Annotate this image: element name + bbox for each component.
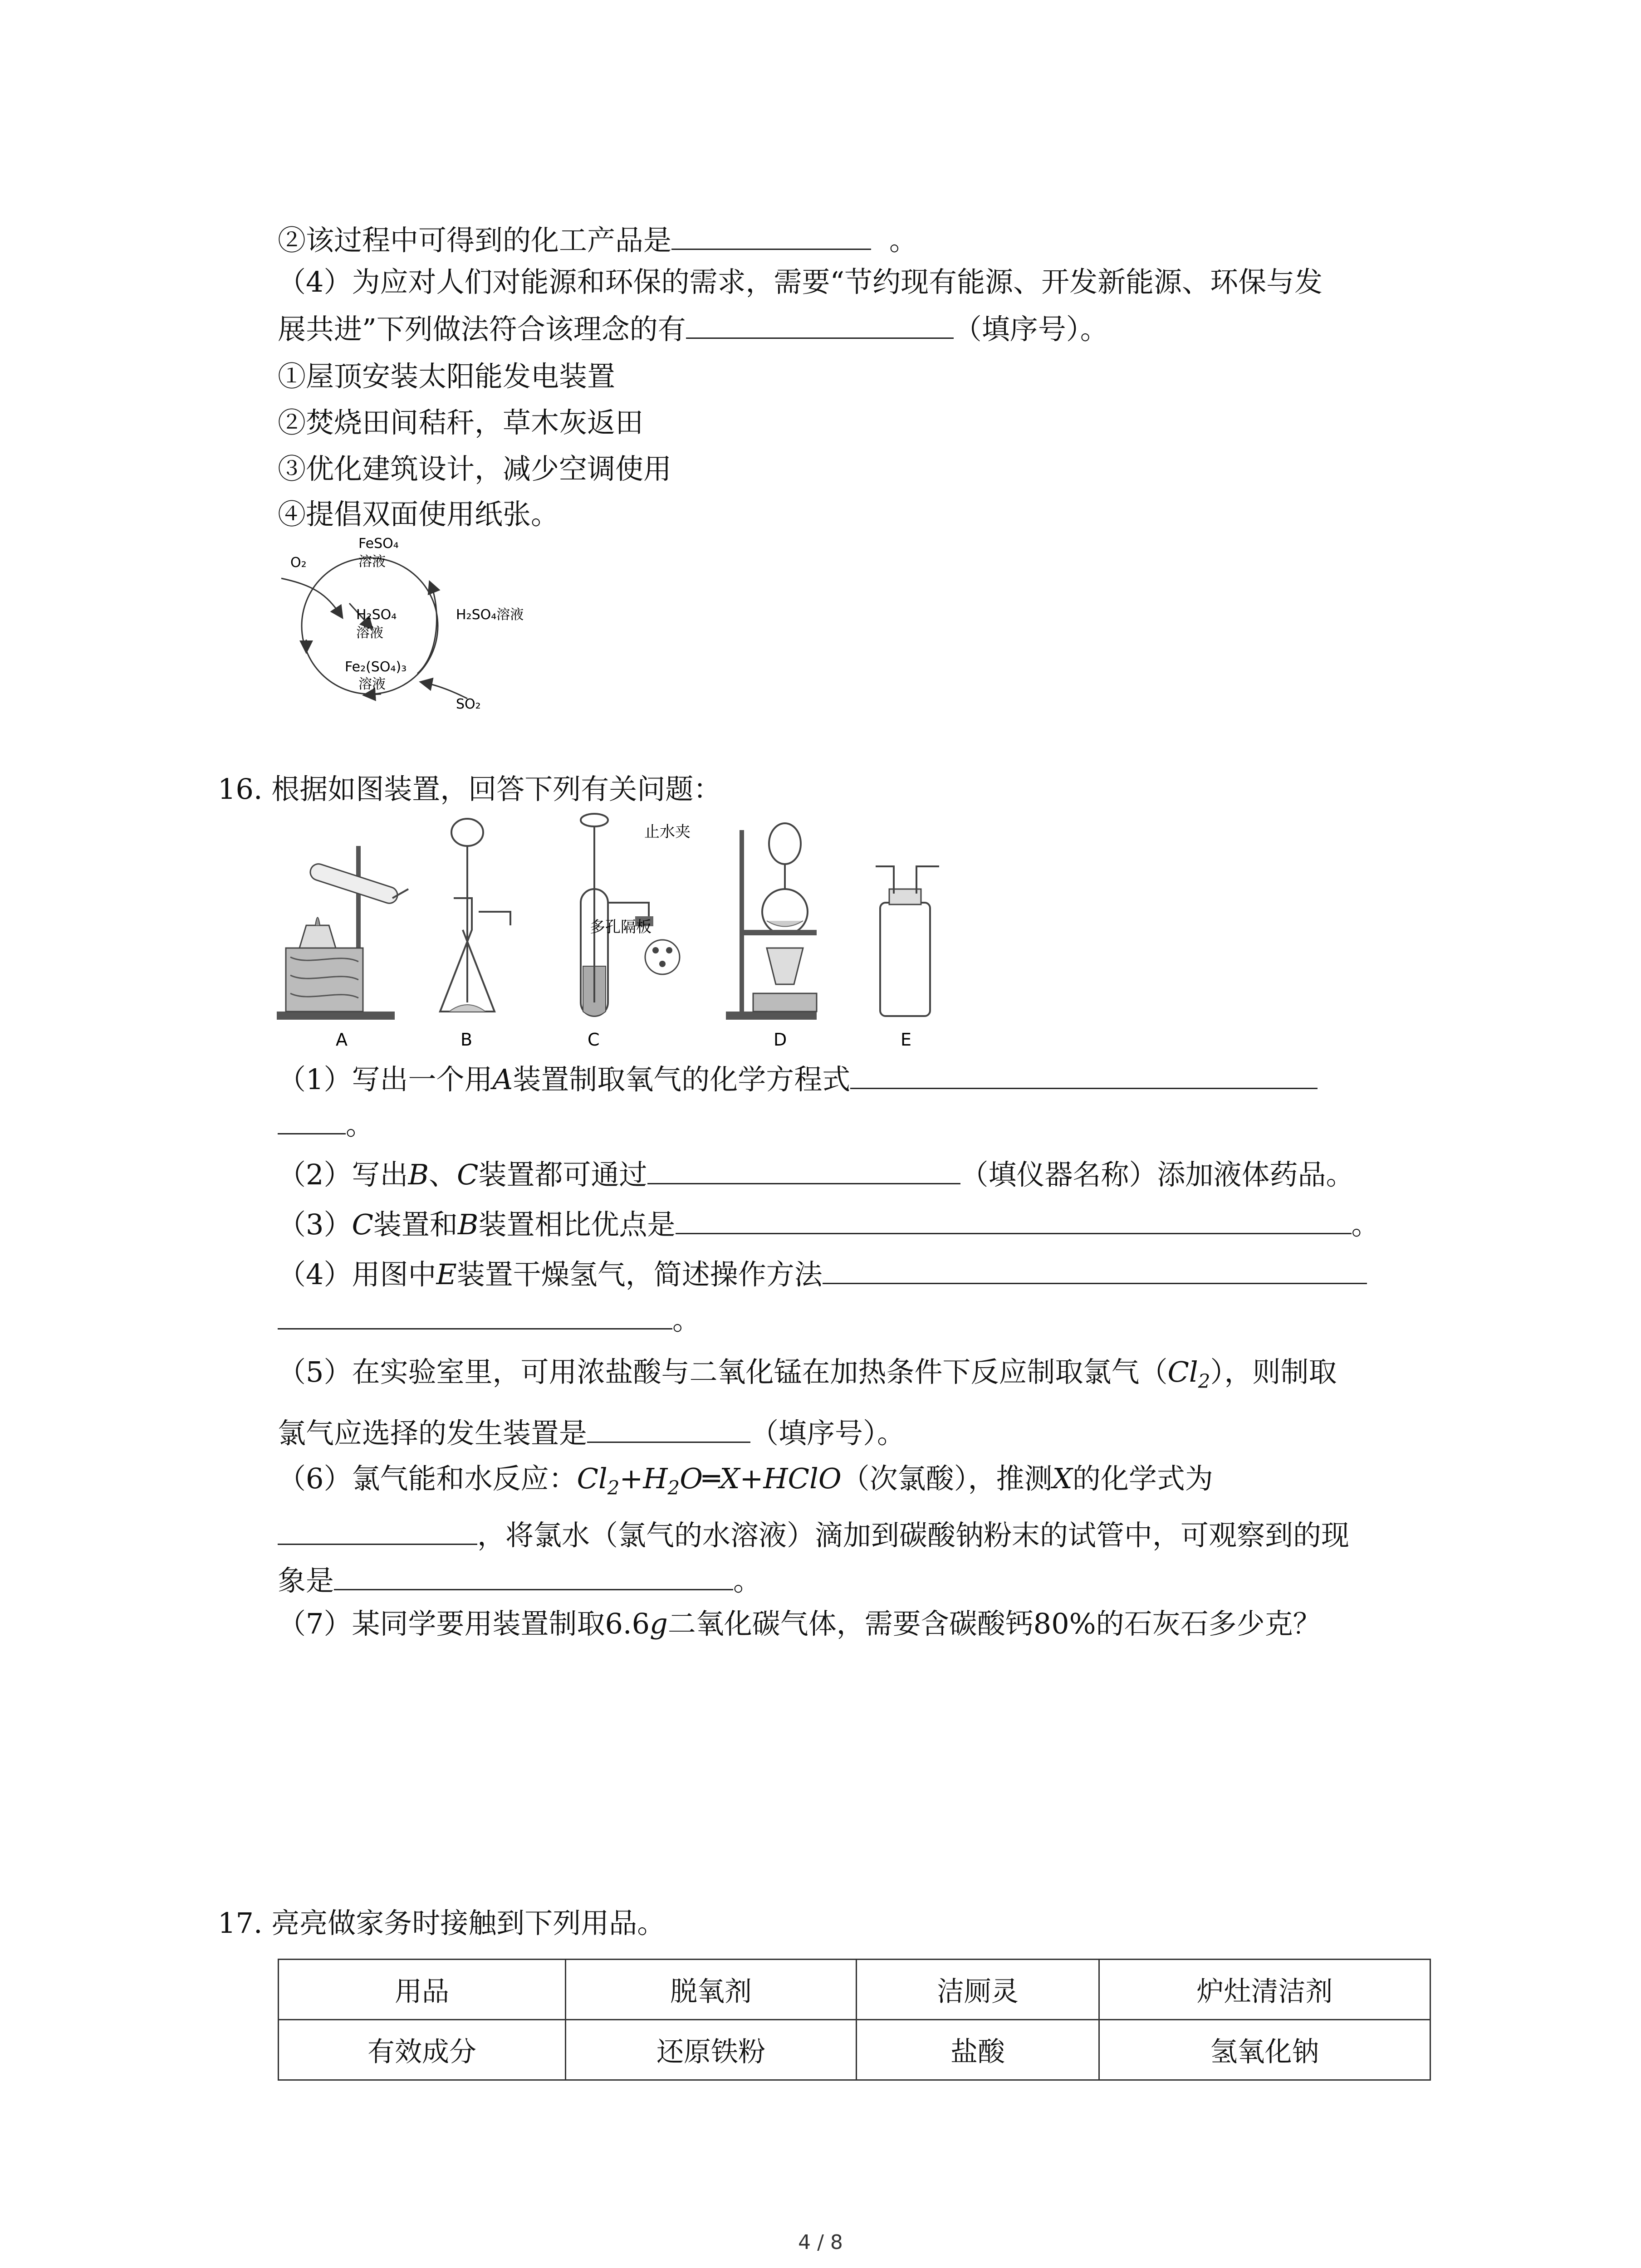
q16-part2 <box>278 1157 1354 1193</box>
text: 装置干燥氢气，简述操作方法 <box>456 1258 823 1291</box>
symbol-e: E <box>436 1258 457 1291</box>
unit: g <box>650 1607 668 1640</box>
formula: O═X+HClO <box>680 1462 842 1495</box>
symbol-x: X <box>1052 1462 1073 1495</box>
o2-arrow <box>281 578 340 615</box>
porous-plate-callout: 多孔隔板 <box>590 918 652 936</box>
text: （次氯酸），推测 <box>841 1462 1053 1495</box>
apparatus-d <box>726 823 817 1020</box>
q15-part4-suffix: （填序号）。 <box>953 313 1108 346</box>
subscript: 2 <box>667 1476 680 1499</box>
q16-title: 16. 根据如图装置，回答下列有关问题： <box>218 772 722 806</box>
text: （填仪器名称）添加液体药品。 <box>960 1158 1354 1191</box>
text: 的石灰石多少克？ <box>1096 1607 1321 1640</box>
q15-option-1: ①屋顶安装太阳能发电装置 <box>278 360 616 393</box>
answer-blank[interactable] <box>850 1061 1318 1089</box>
formula-cl: Cl <box>577 1462 607 1495</box>
answer-blank[interactable] <box>278 1302 672 1330</box>
text: 氯气应选择的发生装置是 <box>278 1417 588 1450</box>
q15-option-2: ②焚烧田间秸秆，草木灰返田 <box>278 406 644 439</box>
q15-part4-line2 <box>278 311 1108 347</box>
h2so4-right-label: H₂SO₄溶液 <box>456 607 524 623</box>
q15-part4-line1: （4）为应对人们对能源和环保的需求，需要“节约现有能源、开发新能源、环保与发 <box>278 265 1323 298</box>
text: 二氧化碳气体，需要含碳酸钙 <box>667 1607 1034 1640</box>
apparatus-b <box>440 819 510 1012</box>
text: （填序号）。 <box>750 1417 906 1450</box>
table-cell: 炉灶清洁剂 <box>1099 1960 1430 2020</box>
period: 。 <box>733 1564 762 1597</box>
h2so4-label: H₂SO₄ <box>356 607 397 623</box>
label-d: D <box>774 1030 787 1050</box>
symbol-b: B <box>457 1208 479 1241</box>
table-cell: 盐酸 <box>857 2020 1099 2080</box>
text: （2）写出 <box>278 1158 408 1191</box>
table-cell: 洁厕灵 <box>857 1960 1099 2020</box>
symbol-b: B <box>408 1158 429 1191</box>
q16-part3 <box>278 1207 1380 1243</box>
label-b: B <box>460 1030 473 1050</box>
text: ，将氯水（氯气的水溶液）滴加到碳酸钠粉末的试管中，可观察到的现 <box>477 1519 1350 1552</box>
answer-blank[interactable] <box>278 1107 346 1134</box>
answer-blank[interactable] <box>823 1256 1367 1284</box>
page-number: 4 / 8 <box>798 2231 843 2254</box>
text: （1）写出一个用 <box>278 1063 493 1096</box>
q15-option-3: ③优化建筑设计，减少空调使用 <box>278 452 672 485</box>
number: 80% <box>1033 1607 1096 1640</box>
answer-blank[interactable] <box>686 311 954 339</box>
q16-part6-line3 <box>278 1563 761 1599</box>
text: 的化学式为 <box>1072 1462 1213 1495</box>
table-row <box>279 2020 1430 2080</box>
text: （6）氯气能和水反应： <box>278 1462 577 1495</box>
apparatus-c <box>581 814 691 1016</box>
clamp-callout: 止水夹 <box>644 823 691 841</box>
feso4-solution-label: 溶液 <box>358 554 386 570</box>
period: 。 <box>346 1108 374 1141</box>
q15-option-4: ④提倡双面使用纸张。 <box>278 498 559 531</box>
text: 、 <box>429 1158 457 1191</box>
text: 装置都可通过 <box>478 1158 647 1191</box>
q15-part4-text: 展共进”下列做法符合该理念的有 <box>278 313 686 346</box>
period: 。 <box>889 224 918 257</box>
label-e: E <box>901 1030 912 1050</box>
q17-title: 17. 亮亮做家务时接触到下列用品。 <box>218 1906 666 1940</box>
period: 。 <box>672 1303 701 1336</box>
text: （3） <box>278 1208 352 1241</box>
symbol-a: A <box>492 1063 513 1096</box>
h2so4-solution-label: 溶液 <box>356 625 383 641</box>
table-cell: 有效成分 <box>279 2020 566 2080</box>
lab-apparatus-diagram <box>272 812 971 1057</box>
table-cell: 氢氧化钠 <box>1099 2020 1430 2080</box>
answer-blank[interactable] <box>647 1157 960 1184</box>
o2-label: O₂ <box>290 555 307 571</box>
q16-part6-line1 <box>278 1461 1213 1506</box>
h2so4-right-arrow <box>417 585 436 674</box>
q16-part4 <box>278 1256 1367 1293</box>
q16-part1-cont <box>278 1107 374 1143</box>
q16-part7 <box>278 1606 1321 1642</box>
fe2so43-label: Fe₂(SO₄)₃ <box>345 659 407 675</box>
symbol-c: C <box>457 1158 479 1191</box>
text: （5）在实验室里，可用浓盐酸与二氧化锰在加热条件下反应制取氯气（ <box>278 1355 1168 1388</box>
q15-item-2 <box>278 222 917 259</box>
table-cell: 脱氧剂 <box>566 1960 857 2020</box>
q16-part1 <box>278 1061 1318 1098</box>
label-a: A <box>336 1030 348 1050</box>
q16-part5-line2 <box>278 1415 905 1452</box>
text: （7）某同学要用装置制取 <box>278 1607 605 1640</box>
household-products-table <box>278 1959 1431 2081</box>
apparatus-e <box>876 866 939 1016</box>
subscript: 2 <box>607 1476 620 1499</box>
text: （4）用图中 <box>278 1258 436 1291</box>
text: 装置相比优点是 <box>478 1208 676 1241</box>
answer-blank[interactable] <box>676 1207 1352 1234</box>
so2-label: SO₂ <box>456 696 481 712</box>
q15-item-2-text: ②该过程中可得到的化工产品是 <box>278 224 672 257</box>
q16-part4-cont <box>278 1302 700 1338</box>
table-cell: 还原铁粉 <box>566 2020 857 2080</box>
label-c: C <box>588 1030 600 1050</box>
text: 装置制取氧气的化学方程式 <box>513 1063 851 1096</box>
table-row <box>279 1960 1430 2020</box>
text: 装置和 <box>373 1208 458 1241</box>
text: ），则制取 <box>1210 1355 1337 1388</box>
formula: +H <box>619 1462 668 1495</box>
text: 象是 <box>278 1564 334 1597</box>
formula-cl: Cl <box>1167 1355 1198 1388</box>
table-cell: 用品 <box>279 1960 566 2020</box>
q16-part5-line1 <box>278 1354 1337 1399</box>
period: 。 <box>1351 1208 1380 1241</box>
answer-blank[interactable] <box>278 1517 477 1545</box>
answer-blank[interactable] <box>334 1563 733 1590</box>
bottom-arrow <box>367 694 381 695</box>
answer-blank[interactable] <box>671 222 871 250</box>
number: 6.6 <box>605 1607 650 1640</box>
symbol-c: C <box>352 1208 373 1241</box>
feso4-label: FeSO₄ <box>358 536 399 552</box>
apparatus-a <box>277 846 408 1020</box>
subscript: 2 <box>1198 1370 1210 1393</box>
answer-blank[interactable] <box>587 1415 750 1443</box>
fe2so43-solution-label: 溶液 <box>358 676 386 692</box>
q16-part6-line2 <box>278 1517 1349 1554</box>
iron-sulfate-cycle-diagram <box>272 535 563 717</box>
